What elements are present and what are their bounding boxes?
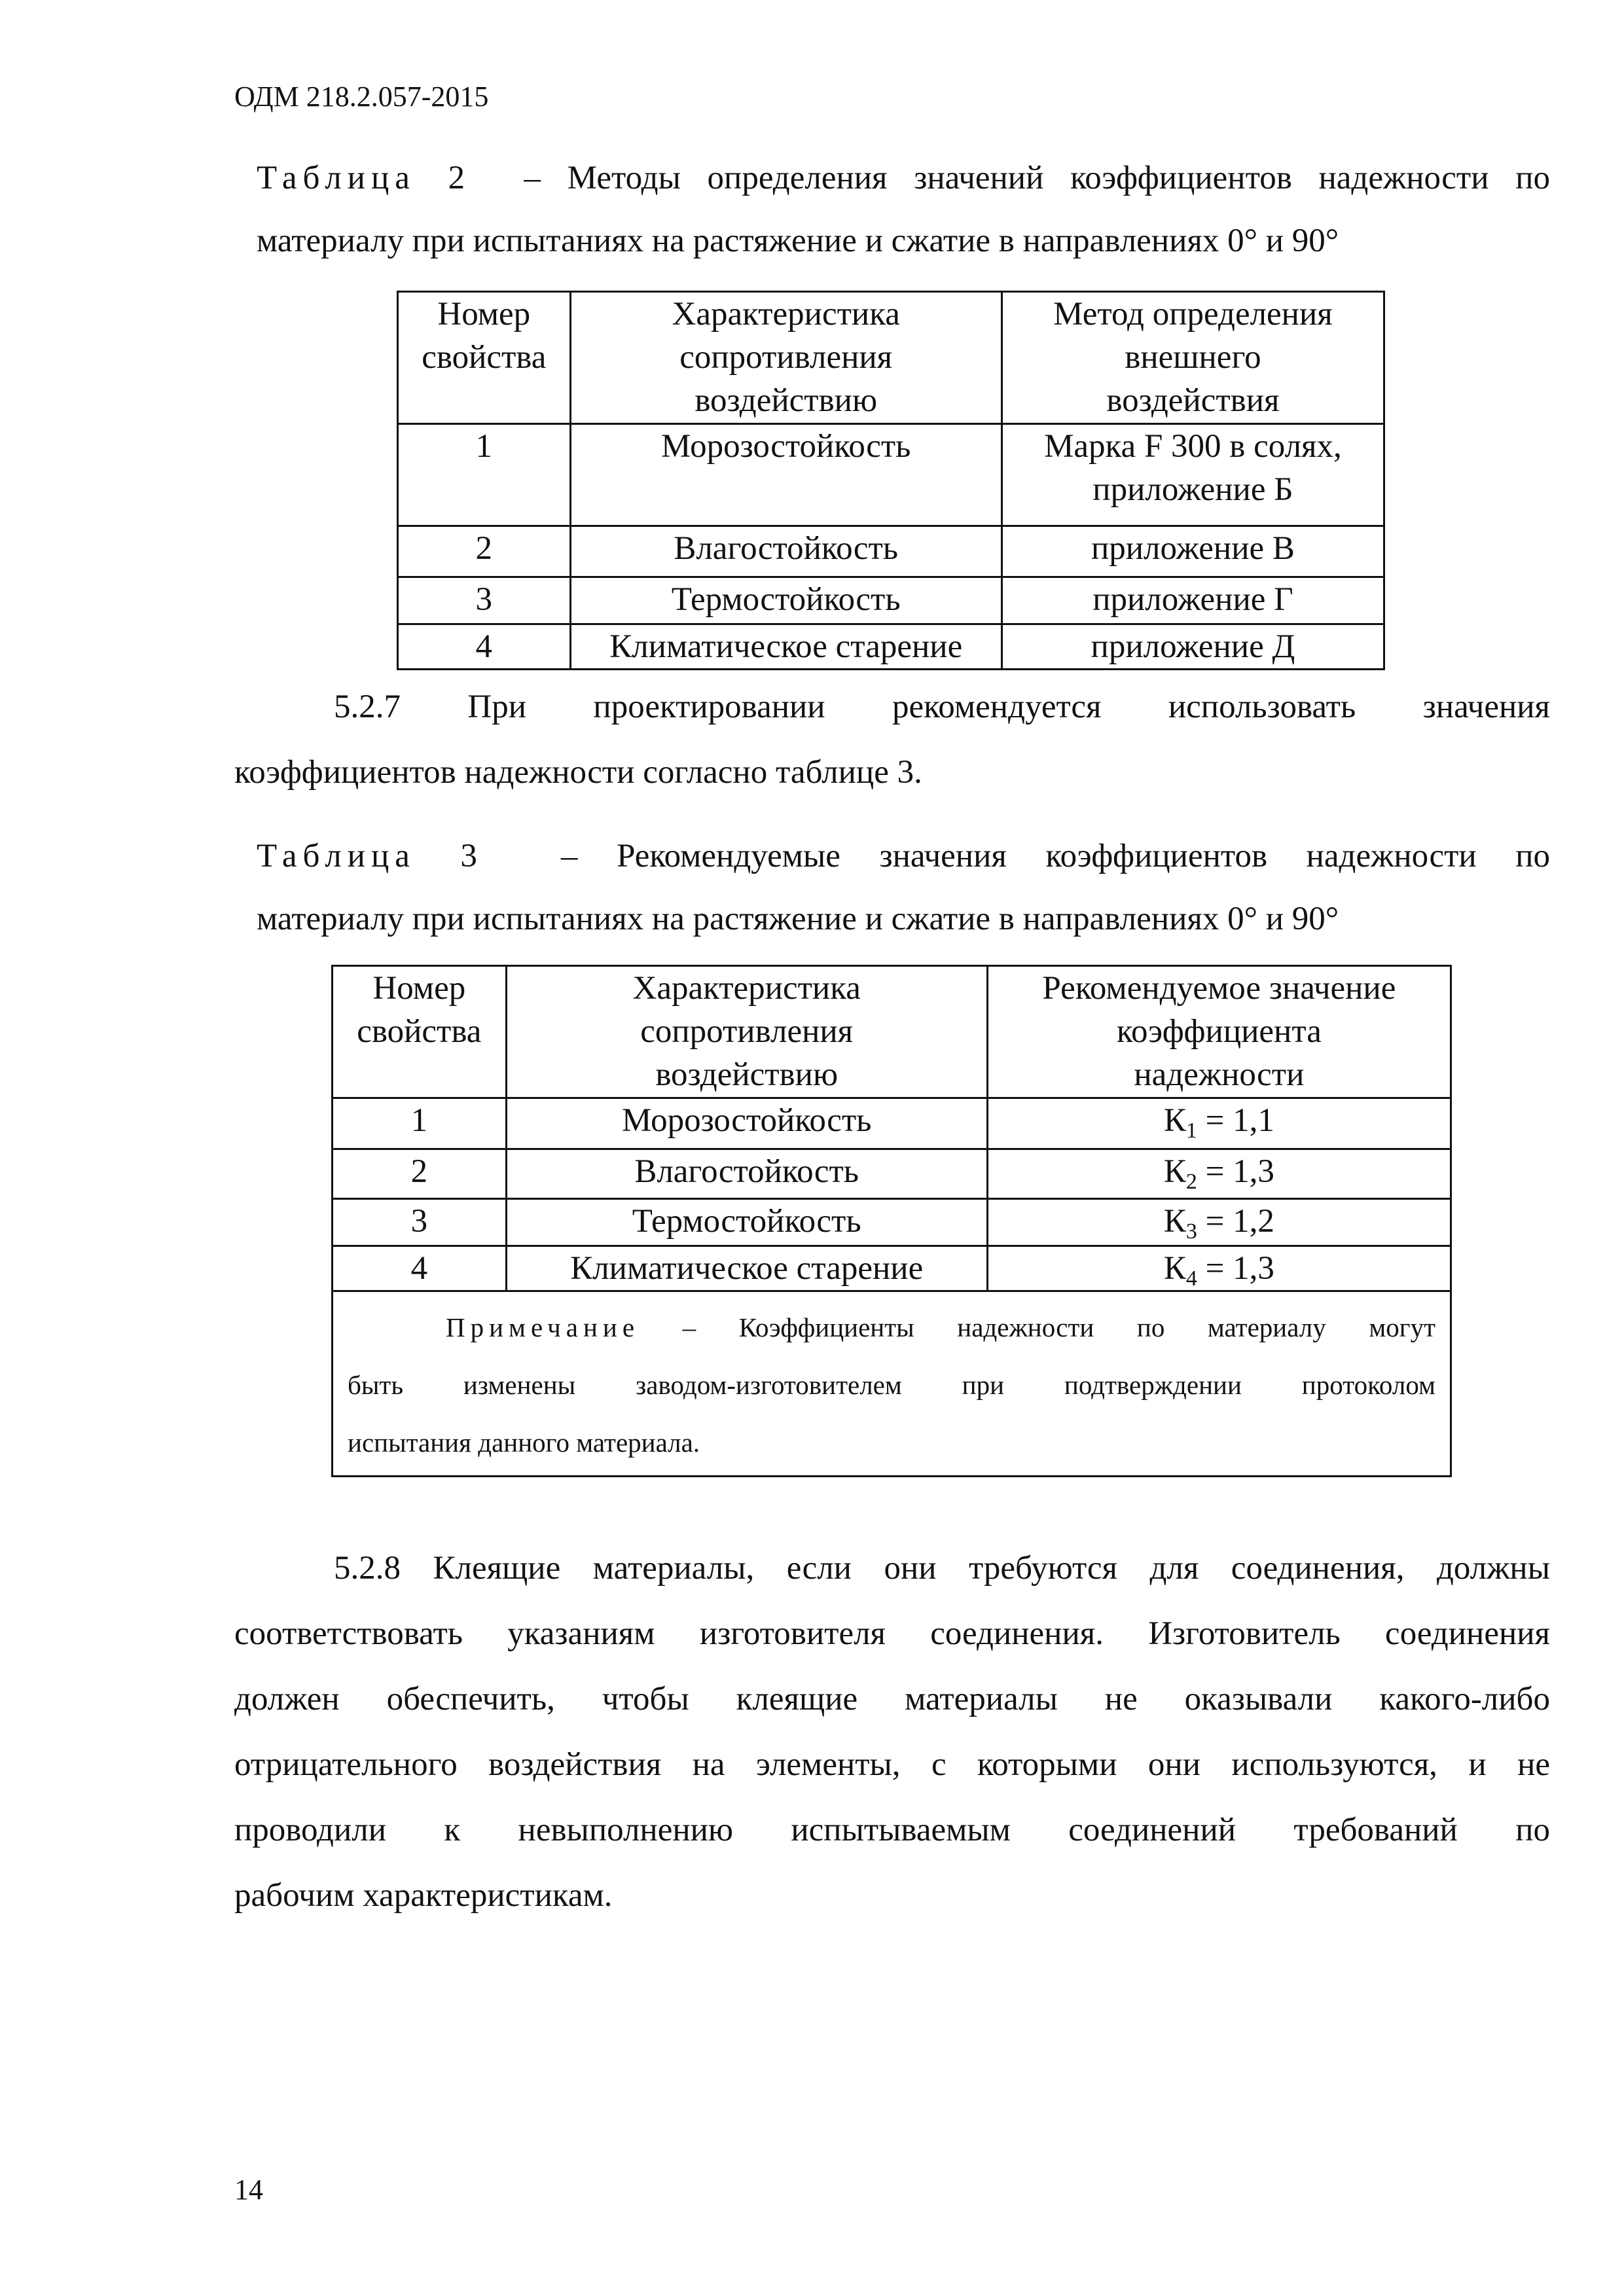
header-text: Рекомендуемое значение [1042,970,1396,1007]
property-name: Влагостойкость [506,1149,987,1199]
coefficient-value [987,1246,1451,1291]
paragraph-line: должен обеспечить, чтобы клеящие материалы не оказывали какого-либо [234,1681,1550,1717]
property-number: 3 [398,577,571,624]
table-row [333,1246,1451,1291]
paragraph-line: рабочим характеристикам. [234,1877,613,1914]
property-number: 4 [398,624,571,670]
coefficient-value [987,1098,1451,1149]
table-2-label: Таблица 2 [257,160,471,196]
table-row [398,624,1384,670]
method-value-line: приложение Б [1092,471,1293,508]
property-name: Термостойкость [506,1199,987,1246]
header-text: сопротивления [679,339,893,376]
property-number: 2 [333,1149,507,1199]
header-text: воздействию [695,382,878,419]
property-number: 1 [333,1098,507,1149]
table-2-caption-line-2: материалу при испытаниях на растяжение и сжатие в направлениях 0° и 90° [257,223,1339,259]
method-value: приложение Г [1001,577,1384,624]
header-text: Характеристика [672,296,900,332]
header-text: Номер [372,970,466,1007]
table-2-caption [257,147,1550,272]
property-name: Термостойкость [570,577,1001,624]
header-text: воздействия [1106,382,1280,419]
header-text: Номер [437,296,531,332]
note-text: – Коэффициенты надежности по материалу могут [682,1312,1436,1342]
table-3-note-row [333,1291,1451,1477]
table-3-caption-line-2: материалу при испытаниях на растяжение и сжатие в направлениях 0° и 90° [257,901,1339,937]
paragraph-line: 5.2.8 Клеящие материалы, если они требуются для соединения, должны [334,1550,1550,1587]
table-3-header-row [333,966,1451,1098]
table-3-caption-line-1 [257,825,1550,888]
coefficient-number: = 1,2 [1197,1203,1274,1240]
coefficient-value [987,1149,1451,1199]
table-3-header-characteristic [506,966,987,1098]
coefficient-number: = 1,1 [1197,1102,1274,1139]
table-2-caption-line-1 [257,147,1550,209]
property-name: Морозостойкость [506,1098,987,1149]
note-line: испытания данного материала. [348,1427,700,1458]
table-3-note [333,1291,1451,1477]
page-number: 14 [234,2174,263,2206]
coefficient-number: = 1,3 [1197,1250,1274,1287]
table-2-title-part-1: – Методы определения значений коэффициентов надежности по [524,160,1550,196]
paragraph-line: отрицательного воздействия на элементы, с которыми они используются, и не [234,1746,1550,1783]
paragraph-line: проводили к невыполнению испытываемым соединений требований по [234,1812,1550,1848]
header-text: надежности [1134,1056,1305,1093]
table-row [398,526,1384,577]
coefficient-index: 3 [1185,1219,1197,1244]
property-name: Морозостойкость [570,424,1001,526]
property-number: 2 [398,526,571,577]
note-line [348,1299,1435,1356]
table-3-title-part-1: – Рекомендуемые значения коэффициентов надежности по [561,838,1551,874]
table-row [333,1149,1451,1199]
header-text: Характеристика [632,970,861,1007]
paragraph-line: коэффициентов надежности согласно таблице 3. [234,754,922,791]
paragraph-5-2-8 [234,1535,1550,1928]
note-line: быть изменены заводом-изготовителем при подтверждении протоколом [348,1370,1435,1400]
table-2-header-characteristic [570,292,1001,424]
property-name: Влагостойкость [570,526,1001,577]
coefficient-index: 2 [1185,1170,1197,1194]
paragraph-5-2-7 [234,674,1550,805]
header-text: свойства [422,339,547,376]
document-code: ОДМ 218.2.057-2015 [234,81,489,113]
property-number: 1 [398,424,571,526]
table-3 [331,965,1452,1477]
coefficient-index: 4 [1185,1266,1197,1291]
header-text: внешнего [1125,339,1261,376]
table-row [398,577,1384,624]
table-row [333,1098,1451,1149]
header-text: воздействию [655,1056,839,1093]
header-text: свойства [357,1013,482,1050]
paragraph-line: 5.2.7 При проектировании рекомендуется использовать значения [334,689,1550,725]
note-label: Примечание [446,1312,640,1342]
table-3-header-value [987,966,1451,1098]
table-2-header-method [1001,292,1384,424]
table-row [398,424,1384,526]
header-text: коэффициента [1116,1013,1322,1050]
paragraph-line: соответствовать указаниям изготовителя соединения. Изготовитель соединения [234,1615,1550,1652]
coefficient-symbol: К [1163,1153,1186,1190]
table-2-header-row [398,292,1384,424]
header-text: сопротивления [640,1013,854,1050]
coefficient-symbol: К [1163,1203,1186,1240]
method-value: приложение Д [1001,624,1384,670]
property-number: 3 [333,1199,507,1246]
coefficient-index: 1 [1185,1119,1197,1143]
table-3-header-number [333,966,507,1098]
coefficient-value [987,1199,1451,1246]
property-name: Климатическое старение [506,1246,987,1291]
table-2-header-number [398,292,571,424]
table-3-caption [257,825,1550,950]
method-value-line: Марка F 300 в солях, [1044,428,1342,465]
property-number: 4 [333,1246,507,1291]
coefficient-number: = 1,3 [1197,1153,1274,1190]
property-name: Климатическое старение [570,624,1001,670]
table-row [333,1199,1451,1246]
header-text: Метод определения [1053,296,1333,332]
method-value [1001,424,1384,526]
coefficient-symbol: К [1163,1102,1186,1139]
table-2 [397,291,1385,670]
table-3-label: Таблица 3 [257,838,483,874]
coefficient-symbol: К [1163,1250,1186,1287]
method-value: приложение В [1001,526,1384,577]
